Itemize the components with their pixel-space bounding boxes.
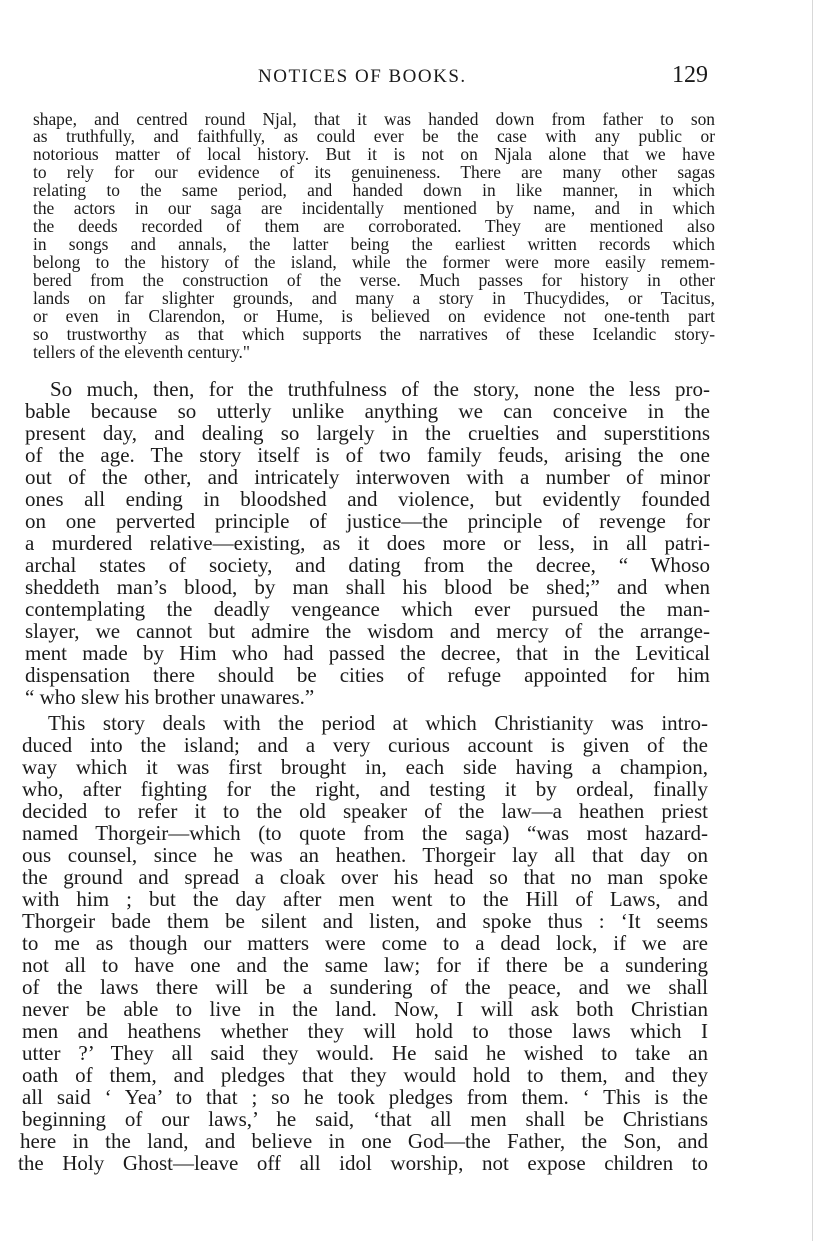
body-line: oath of them, and pledges that they would hold to them, and they [22,1063,708,1087]
body-line: of the laws there will be a sundering of the peace, and we shall [22,975,708,999]
body-line: utter ?’ They all said they would. He said he wished to take an [22,1041,708,1065]
body-line: This story deals with the period at which Christianity was intro- [48,711,708,735]
body-line: ous counsel, since he was an heathen. Thorgeir lay all that day on [22,843,708,867]
body-line: bable because so utterly unlike anything we can conceive in the [25,399,710,423]
quote-line: to rely for our evidence of its genuineness. There are many other sagas [33,162,715,182]
body-line: way which it was first brought in, each side having a champion, [22,755,708,779]
quote-line: so trustworthy as that which supports the narratives of these Icelandic story- [33,324,715,344]
body-line: slayer, we cannot but admire the wisdom and mercy of the arrange- [25,619,710,643]
body-line: “ who slew his brother unawares.” [25,685,315,709]
quote-line: tellers of the eleventh century." [33,342,250,362]
body-line: all said ‘ Yea’ to that ; so he took pledges from them. ‘ This is the [22,1085,708,1109]
page-edge-divider [812,0,813,1241]
quote-line: the actors in our saga are incidentally mentioned by name, and in which [33,198,715,218]
body-line: Thorgeir bade them be silent and listen, and spoke thus : ‘It seems [22,909,708,933]
body-line: on one perverted principle of justice—the principle of revenge for [25,509,710,533]
body-line: the ground and spread a cloak over his head so that no man spoke [22,865,708,889]
body-line: out of the other, and intricately interwoven with a number of minor [25,465,710,489]
quote-line: the deeds recorded of them are corroborated. They are mentioned also [33,216,715,236]
body-line: the Holy Ghost—leave off all idol worship, not expose children to [18,1151,708,1175]
quote-line: lands on far slighter grounds, and many a story in Thucydides, or Tacitus, [33,288,715,308]
body-line: here in the land, and believe in one God—the Father, the Son, and [20,1129,708,1153]
body-line: dispensation there should be cities of refuge appointed for him [25,663,710,687]
body-line: archal states of society, and dating from the decree, “ Whoso [25,553,710,577]
quote-line: or even in Clarendon, or Hume, is believed on evidence not one-tenth part [33,306,715,326]
quote-line: shape, and centred round Njal, that it was handed down from father to son [33,109,715,129]
page-header [0,62,820,92]
body-line: beginning of our laws,’ he said, ‘that all men shall be Christians [22,1107,708,1131]
body-line: ment made by Him who had passed the decree, that in the Levitical [25,641,710,665]
body-line: a murdered relative—existing, as it does more or less, in all patri- [25,531,710,555]
body-line: ones all ending in bloodshed and violence, but evidently founded [25,487,710,511]
body-line: sheddeth man’s blood, by man shall his blood be shed;” and when [25,575,710,599]
body-line: who, after fighting for the right, and testing it by ordeal, finally [22,777,708,801]
body-line: present day, and dealing so largely in the cruelties and superstitions [25,421,710,445]
quote-line: notorious matter of local history. But it is not on Njala alone that we have [33,144,715,164]
body-line: duced into the island; and a very curious account is given of the [22,733,708,757]
body-line: men and heathens whether they will hold to those laws which I [22,1019,708,1043]
quote-line: belong to the history of the island, while the former were more easily remem- [33,252,715,272]
body-line: to me as though our matters were come to a dead lock, if we are [22,931,708,955]
page-number: 129 [672,62,708,88]
body-line: contemplating the deadly vengeance which ever pursued the man- [25,597,710,621]
quote-line: as truthfully, and faithfully, as could ever be the case with any public or [33,126,715,146]
body-line: So much, then, for the truthfulness of the story, none the less pro- [50,377,710,401]
body-line: with him ; but the day after men went to the Hill of Laws, and [22,887,708,911]
body-line: named Thorgeir—which (to quote from the saga) “was most hazard- [22,821,708,845]
body-line: never be able to live in the land. Now, I will ask both Christian [22,997,708,1021]
quote-line: in songs and annals, the latter being the earliest written records which [33,234,715,254]
body-line: decided to refer it to the old speaker of the law—a heathen priest [22,799,708,823]
quote-line: bered from the construction of the verse. Much passes for history in other [33,270,715,290]
body-line: not all to have one and the same law; for if there be a sundering [22,953,708,977]
body-line: of the age. The story itself is of two family feuds, arising the one [25,443,710,467]
running-title: NOTICES OF BOOKS. [258,66,467,87]
quote-line: relating to the same period, and handed down in like manner, in which [33,180,715,200]
